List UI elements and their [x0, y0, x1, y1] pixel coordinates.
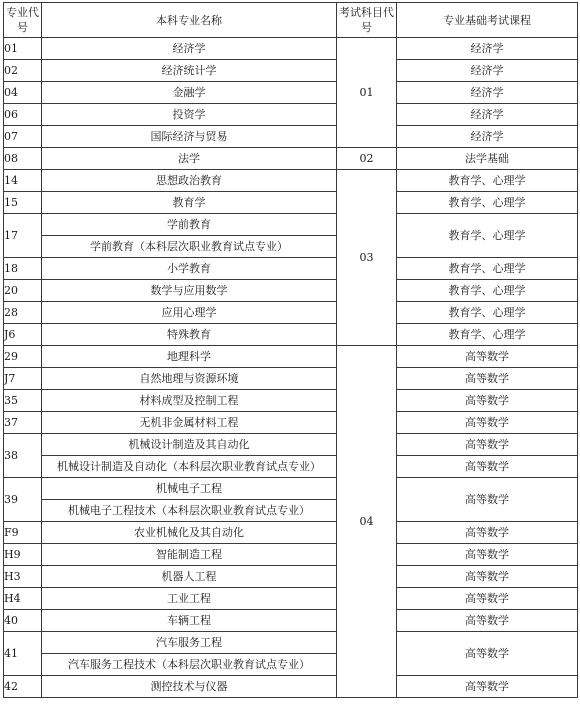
base-course-cell: 高等数学 [397, 456, 578, 478]
major-code-cell: 39 [4, 478, 42, 522]
base-course-cell: 经济学 [397, 38, 578, 60]
major-name-cell: 机械电子工程 [42, 478, 337, 500]
table-row [4, 522, 578, 544]
major-name-cell: 机械电子工程技术（本科层次职业教育试点专业） [42, 500, 337, 522]
major-code-cell: 37 [4, 412, 42, 434]
major-code-cell: 42 [4, 676, 42, 698]
exam-code-cell: 02 [337, 148, 397, 170]
major-code-cell: 41 [4, 632, 42, 676]
major-name-cell: 金融学 [42, 82, 337, 104]
table-row [4, 280, 578, 302]
base-course-cell: 高等数学 [397, 412, 578, 434]
table-row [4, 170, 578, 192]
major-code-cell: 38 [4, 434, 42, 478]
major-name-cell: 应用心理学 [42, 302, 337, 324]
major-code-cell: J7 [4, 368, 42, 390]
base-course-cell: 教育学、心理学 [397, 280, 578, 302]
base-course-cell: 经济学 [397, 104, 578, 126]
major-code-cell: 06 [4, 104, 42, 126]
table-row [4, 434, 578, 456]
major-code-cell: H9 [4, 544, 42, 566]
table-row [4, 60, 578, 82]
base-course-cell: 高等数学 [397, 522, 578, 544]
exam-code-cell: 01 [337, 38, 397, 148]
base-course-cell: 高等数学 [397, 632, 578, 676]
table-row [4, 302, 578, 324]
major-name-cell: 国际经济与贸易 [42, 126, 337, 148]
exam-subject-sheet [3, 2, 578, 698]
base-course-cell: 教育学、心理学 [397, 170, 578, 192]
base-course-cell: 高等数学 [397, 544, 578, 566]
base-course-cell: 高等数学 [397, 610, 578, 632]
table-row [4, 126, 578, 148]
major-code-header: 专业代号 [4, 3, 42, 38]
base-course-cell: 法学基础 [397, 148, 578, 170]
table-row [4, 632, 578, 654]
major-name-cell: 工业工程 [42, 588, 337, 610]
base-course-cell: 教育学、心理学 [397, 258, 578, 280]
major-code-cell: 29 [4, 346, 42, 368]
major-name-cell: 智能制造工程 [42, 544, 337, 566]
major-name-cell: 机械设计制造及其自动化 [42, 434, 337, 456]
table-row [4, 82, 578, 104]
base-course-cell: 经济学 [397, 126, 578, 148]
major-code-cell: 08 [4, 148, 42, 170]
table-row [4, 258, 578, 280]
major-name-header: 本科专业名称 [42, 3, 337, 38]
major-name-cell: 学前教育（本科层次职业教育试点专业） [42, 236, 337, 258]
table-row [4, 214, 578, 236]
table-row [4, 456, 578, 478]
table-row [4, 390, 578, 412]
major-name-cell: 汽车服务工程 [42, 632, 337, 654]
base-course-cell: 高等数学 [397, 346, 578, 368]
major-name-cell: 自然地理与资源环境 [42, 368, 337, 390]
major-name-cell: 地理科学 [42, 346, 337, 368]
major-name-cell: 农业机械化及其自动化 [42, 522, 337, 544]
base-course-cell: 教育学、心理学 [397, 302, 578, 324]
table-row [4, 368, 578, 390]
exam-code-cell: 03 [337, 170, 397, 346]
table-row [4, 588, 578, 610]
major-name-cell: 小学教育 [42, 258, 337, 280]
major-code-cell: 14 [4, 170, 42, 192]
major-name-cell: 数学与应用数学 [42, 280, 337, 302]
table-row [4, 478, 578, 500]
major-name-cell: 测控技术与仪器 [42, 676, 337, 698]
base-course-cell: 高等数学 [397, 390, 578, 412]
major-name-cell: 经济统计学 [42, 60, 337, 82]
exam-code-cell: 04 [337, 346, 397, 698]
major-name-cell: 机器人工程 [42, 566, 337, 588]
major-code-cell: 07 [4, 126, 42, 148]
major-name-cell: 思想政治教育 [42, 170, 337, 192]
major-code-cell: 28 [4, 302, 42, 324]
major-code-cell: H4 [4, 588, 42, 610]
table-row [4, 610, 578, 632]
major-exam-table [3, 2, 578, 698]
major-name-cell: 教育学 [42, 192, 337, 214]
major-code-cell: 04 [4, 82, 42, 104]
major-name-cell: 投资学 [42, 104, 337, 126]
major-code-cell: 35 [4, 390, 42, 412]
table-row [4, 412, 578, 434]
major-name-cell: 法学 [42, 148, 337, 170]
major-name-cell: 车辆工程 [42, 610, 337, 632]
base-course-cell: 教育学、心理学 [397, 324, 578, 346]
major-name-cell: 学前教育 [42, 214, 337, 236]
header-row [4, 3, 578, 38]
table-row [4, 148, 578, 170]
major-name-cell: 经济学 [42, 38, 337, 60]
major-code-cell: F9 [4, 522, 42, 544]
base-course-cell: 高等数学 [397, 566, 578, 588]
base-course-cell: 高等数学 [397, 478, 578, 522]
base-course-cell: 高等数学 [397, 588, 578, 610]
major-name-cell: 特殊教育 [42, 324, 337, 346]
base-course-cell: 经济学 [397, 82, 578, 104]
major-name-cell: 材料成型及控制工程 [42, 390, 337, 412]
base-course-cell: 经济学 [397, 60, 578, 82]
major-code-cell: 17 [4, 214, 42, 258]
table-row [4, 324, 578, 346]
major-code-cell: 20 [4, 280, 42, 302]
exam-code-header: 考试科目代号 [337, 3, 397, 38]
base-course-cell: 高等数学 [397, 368, 578, 390]
major-name-cell: 机械设计制造及自动化（本科层次职业教育试点专业） [42, 456, 337, 478]
table-row [4, 346, 578, 368]
major-code-cell: 40 [4, 610, 42, 632]
base-course-cell: 教育学、心理学 [397, 214, 578, 258]
major-code-cell: H3 [4, 566, 42, 588]
major-name-cell: 汽车服务工程技术（本科层次职业教育试点专业） [42, 654, 337, 676]
base-course-cell: 教育学、心理学 [397, 192, 578, 214]
major-code-cell: 18 [4, 258, 42, 280]
table-row [4, 676, 578, 698]
major-code-cell: J6 [4, 324, 42, 346]
major-code-cell: 02 [4, 60, 42, 82]
major-name-cell: 无机非金属材料工程 [42, 412, 337, 434]
base-course-cell: 高等数学 [397, 676, 578, 698]
major-code-cell: 15 [4, 192, 42, 214]
table-row [4, 566, 578, 588]
table-row [4, 544, 578, 566]
table-row [4, 38, 578, 60]
major-code-cell: 01 [4, 38, 42, 60]
base-course-header: 专业基础考试课程 [397, 3, 578, 38]
table-row [4, 192, 578, 214]
base-course-cell: 高等数学 [397, 434, 578, 456]
table-row [4, 104, 578, 126]
table-body [4, 38, 578, 698]
